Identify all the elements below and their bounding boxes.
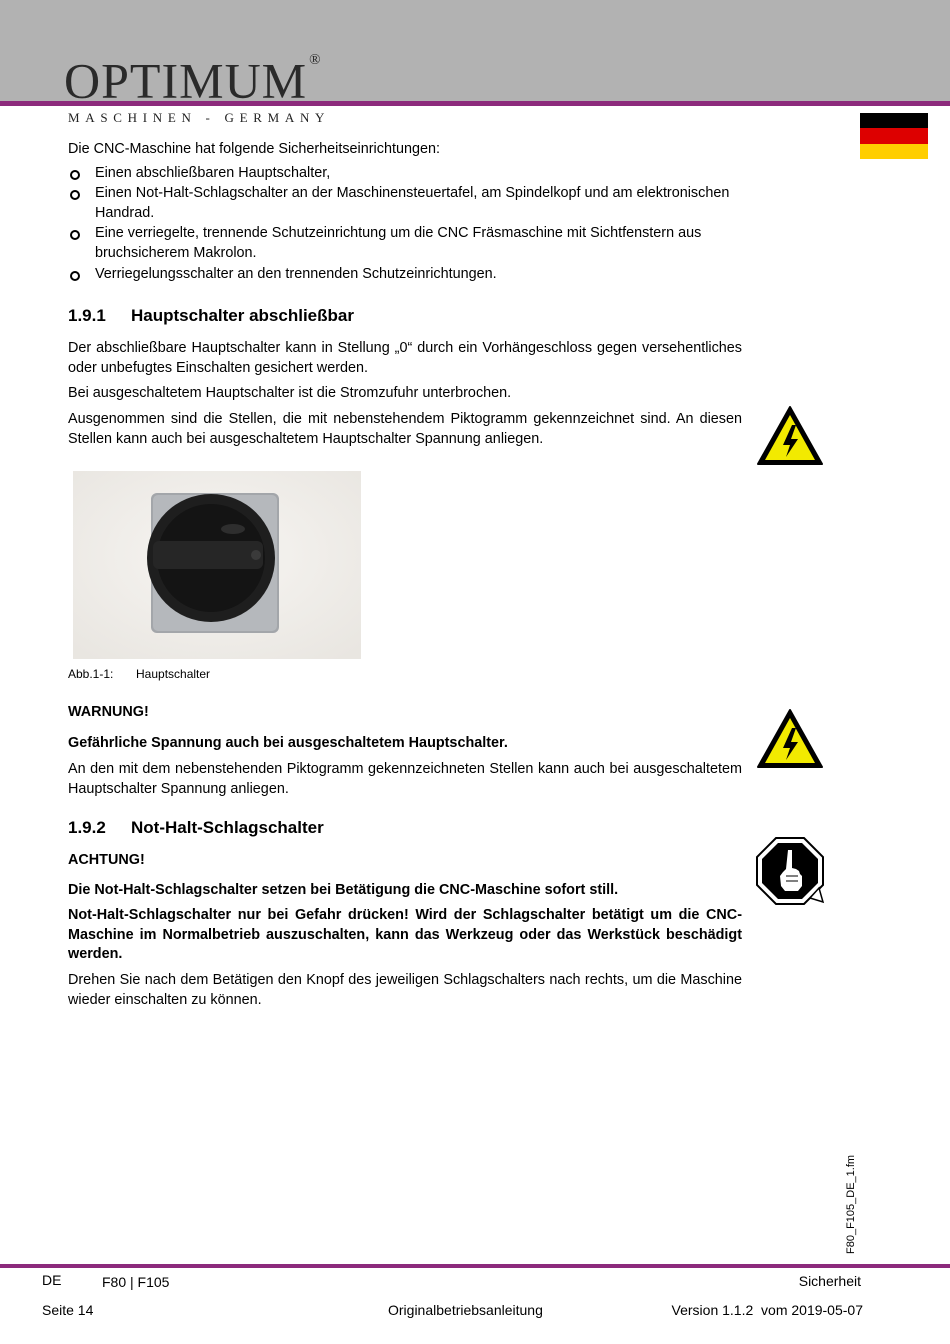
caution-title: ACHTUNG! <box>68 852 145 869</box>
caution-bold-text: Not-Halt-Schlagschalter nur bei Gefahr drücken! Wird der Schlagschalter betätigt um die CNC-Maschine im Normalbetrieb auszuschalten, kann das Werkzeug oder das Werkstück beschädigt werden. <box>68 907 742 963</box>
warning-text: An den mit dem nebenstehenden Piktogramm gekennzeichneten Stellen kann auch bei ausgeschaltetem Hauptschalter Spannung anliegen. <box>68 760 742 797</box>
list-item: Einen abschließbaren Hauptschalter, <box>68 164 742 184</box>
footer-model: F80 | F105 <box>102 1274 170 1290</box>
section-heading-1-9-1: 1.9.1 Hauptschalter abschließbar <box>68 306 354 326</box>
caution-bold-text: Die Not-Halt-Schlagschalter setzen bei Betätigung die CNC-Maschine sofort still. <box>68 881 619 898</box>
paragraph: Bei ausgeschaltetem Hauptschalter ist die Stromzufuhr unterbrochen. <box>68 385 512 402</box>
main-content <box>68 140 742 1016</box>
list-item: Einen Not-Halt-Schlagschalter an der Maschinensteuertafel, am Spindelkopf und am elektronischen Handrad. <box>68 184 742 223</box>
section-heading-1-9-2: 1.9.2 Not-Halt-Schlagschalter <box>68 818 324 838</box>
high-voltage-warning-icon <box>756 405 824 466</box>
main-switch-photo <box>73 471 361 659</box>
caution-hand-icon <box>755 836 825 906</box>
safety-device-list <box>68 164 742 285</box>
figure-caption: Abb.1-1: Hauptschalter <box>68 667 211 682</box>
paragraph: Der abschließbare Hauptschalter kann in Stellung „0“ durch ein Vorhängeschloss gegen versehentliches oder unbefugtes Einschalten gesichert werden. <box>68 340 742 376</box>
high-voltage-warning-icon <box>756 708 824 769</box>
footer-divider <box>0 1264 950 1268</box>
footer-language: DE <box>42 1272 62 1288</box>
side-filename: F80_F105_DE_1.fm <box>845 1154 857 1254</box>
footer-version: Version 1.1.2 vom 2019-05-07 <box>671 1302 863 1318</box>
footer-document-title: Originalbetriebsanleitung <box>388 1302 543 1318</box>
brand-logo: OPTIMUM ® <box>64 52 322 109</box>
paragraph: Drehen Sie nach dem Betätigen den Knopf des jeweiligen Schlagschalters nach rechts, um die Maschine wieder einschalten zu können. <box>68 972 742 1008</box>
footer-chapter: Sicherheit <box>798 1273 861 1289</box>
list-item: Verriegelungsschalter an den trennenden Schutzeinrichtungen. <box>68 265 742 285</box>
warning-title: WARNUNG! <box>68 703 149 720</box>
list-item: Eine verriegelte, trennende Schutzeinrichtung um die CNC Fräsmaschine mit Sichtfenstern aus bruchsicherem Makrolon. <box>68 224 742 263</box>
german-flag-icon <box>860 113 928 159</box>
intro-text: Die CNC-Maschine hat folgende Sicherheitseinrichtungen: <box>68 141 440 157</box>
paragraph: Ausgenommen sind die Stellen, die mit nebenstehendem Piktogramm gekennzeichnet sind. An diesen Stellen kann auch bei ausgeschaltetem Hauptschalter Spannung anliegen. <box>68 410 742 447</box>
brand-tagline: MASCHINEN - GERMANY <box>68 110 331 125</box>
footer-page-number: Seite 14 <box>42 1302 94 1318</box>
warning-bold-text: Gefährliche Spannung auch bei ausgeschaltetem Hauptschalter. <box>68 735 508 752</box>
